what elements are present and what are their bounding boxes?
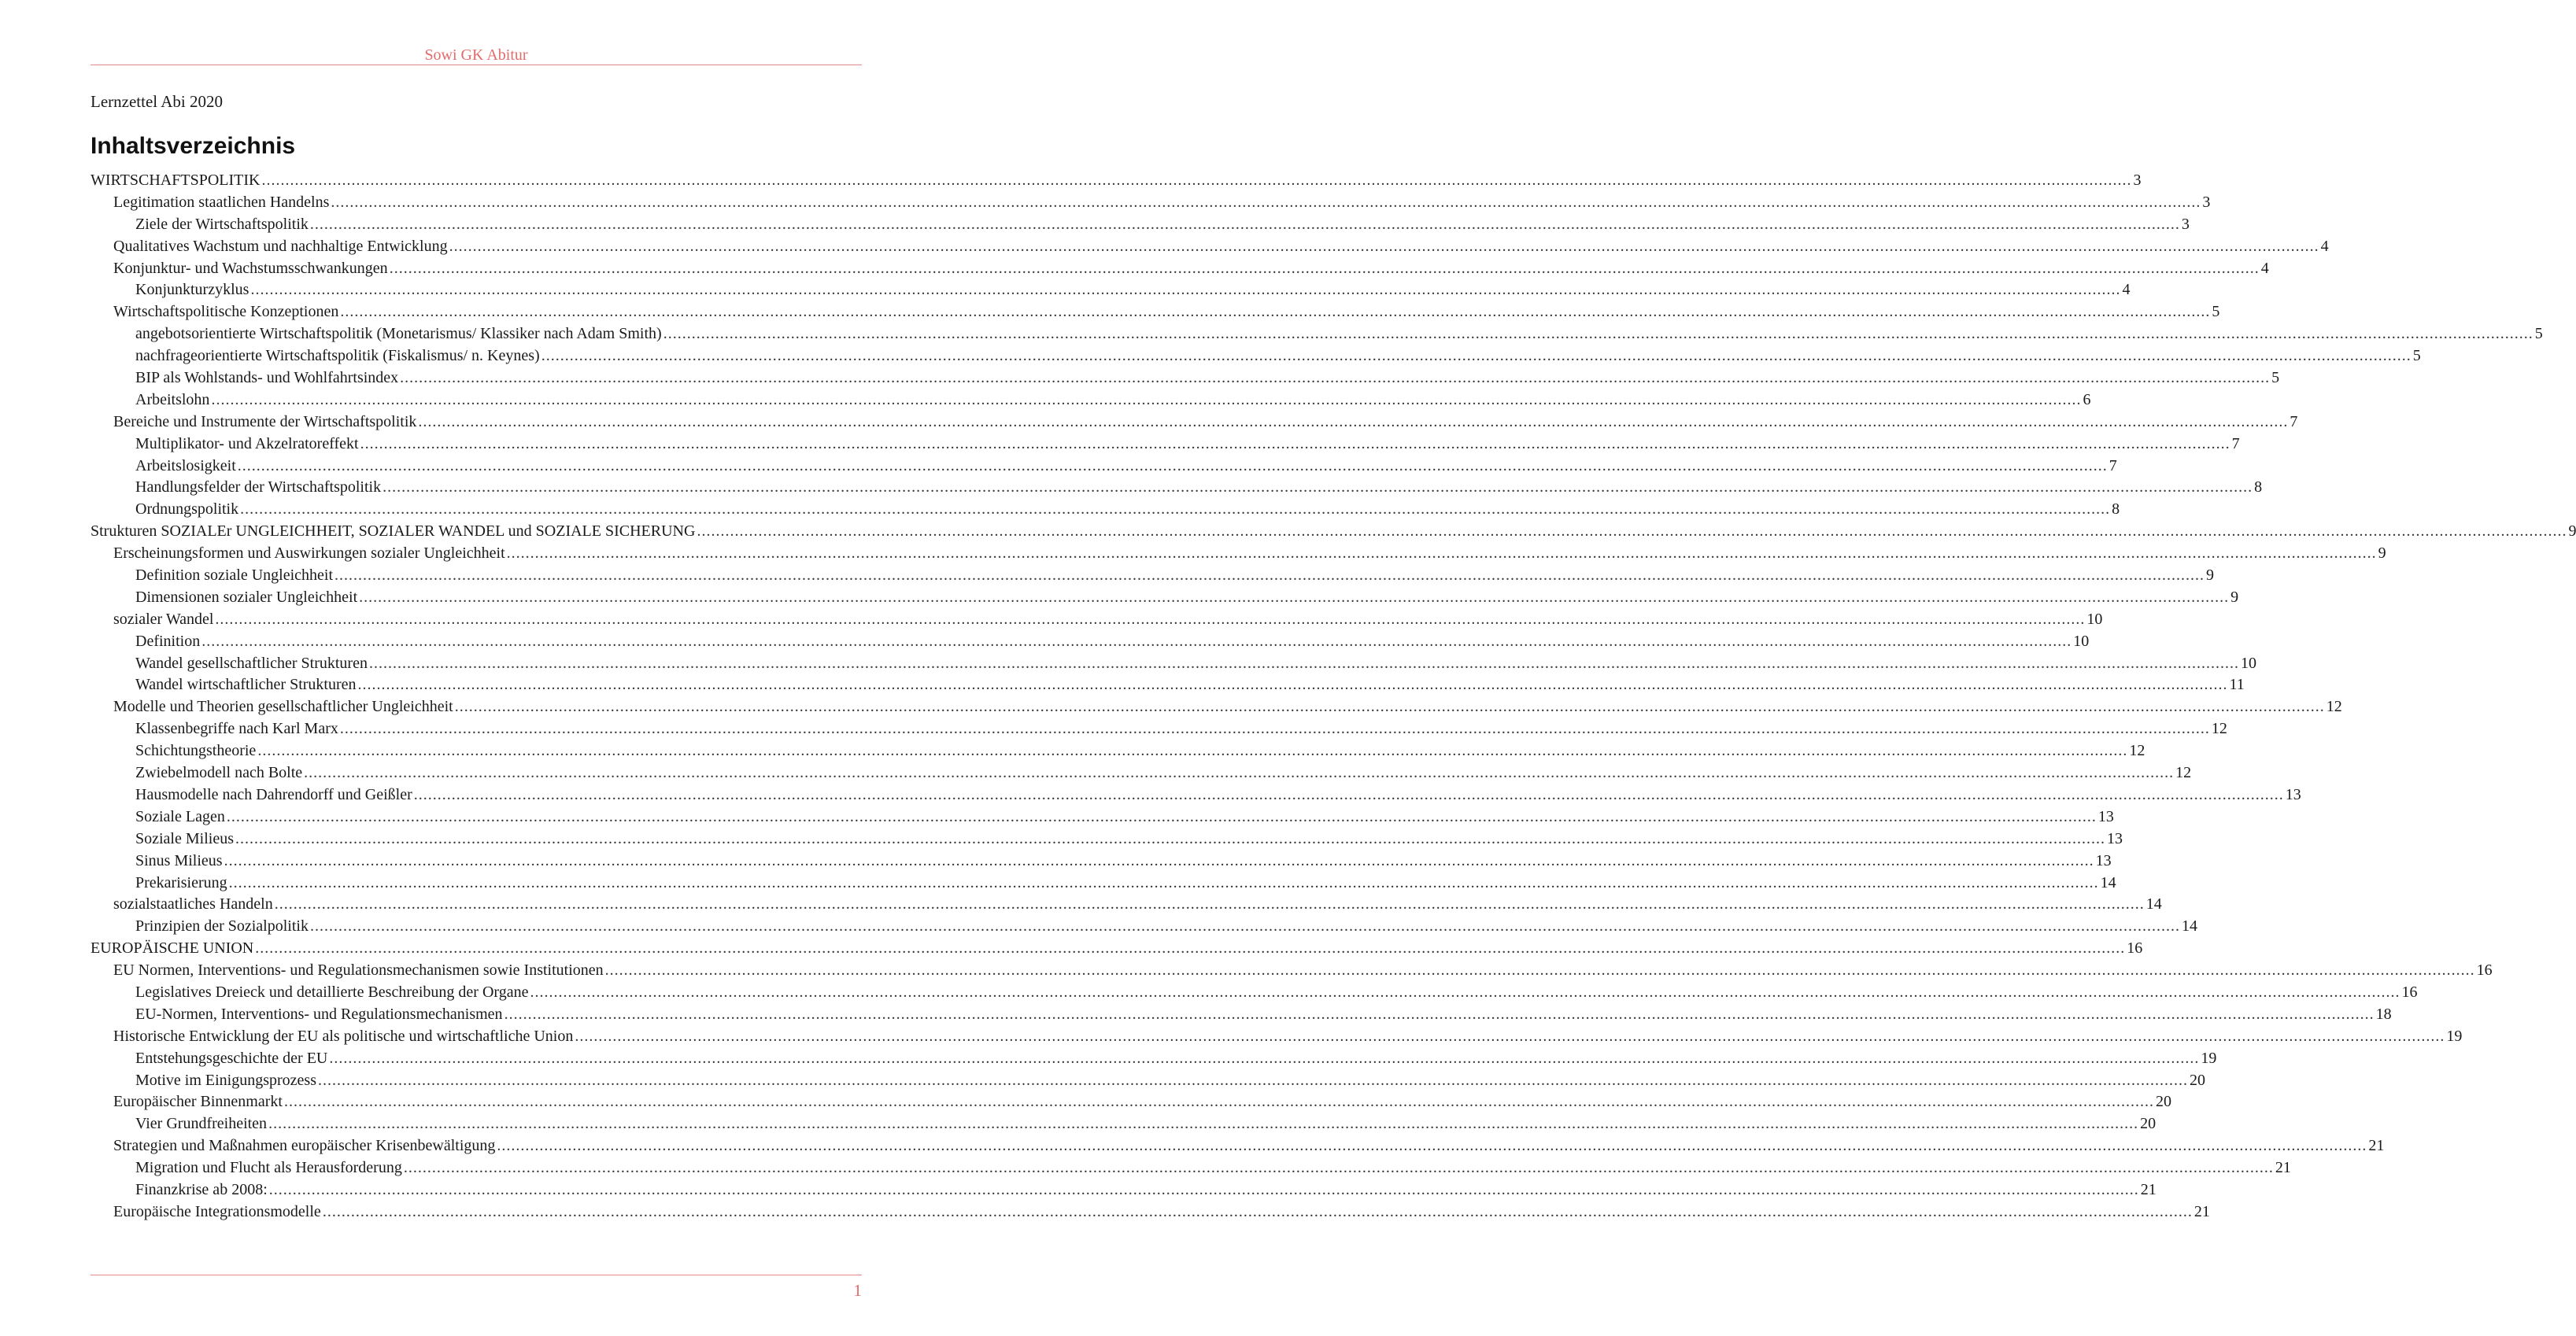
toc-entry-page: 13	[2097, 807, 2114, 825]
toc-entry-page: 5	[2412, 347, 2421, 365]
toc-entry[interactable]	[91, 674, 2245, 696]
toc-entry-page: 3	[2202, 193, 2211, 211]
toc-entry[interactable]	[91, 587, 2239, 609]
toc-entry-title: Migration und Flucht als Herausforderung	[135, 1159, 402, 1177]
toc-dot-leader	[323, 1201, 2193, 1223]
toc-entry-title: Wandel wirtschaftlicher Strukturen	[135, 676, 357, 694]
toc-entry-page: 14	[2100, 873, 2116, 891]
toc-dot-leader	[238, 456, 2108, 478]
toc-entry-page: 7	[2231, 434, 2240, 452]
toc-entry-title: EU-Normen, Interventions- und Regulationsmechanismen	[135, 1005, 503, 1023]
toc-entry-page: 12	[2326, 698, 2342, 716]
toc-dot-leader	[261, 170, 2131, 192]
toc-entry-page: 19	[2201, 1049, 2217, 1067]
page-header	[91, 46, 862, 65]
toc-entry[interactable]	[91, 740, 2145, 762]
toc-entry[interactable]	[91, 1179, 2157, 1201]
toc-entry-page: 11	[2229, 676, 2245, 694]
toc-dot-leader	[240, 499, 2110, 521]
toc-entry-title: Ordnungspolitik	[135, 500, 239, 519]
toc-dot-leader	[507, 543, 2377, 565]
toc-entry[interactable]	[91, 301, 2220, 323]
toc-dot-leader	[383, 477, 2253, 499]
toc-entry[interactable]	[91, 1048, 2217, 1070]
toc-entry-page: 4	[2320, 237, 2329, 255]
toc-entry[interactable]	[91, 851, 2112, 873]
toc-entry-page: 19	[2446, 1027, 2463, 1045]
toc-entry-title: Wandel gesellschaftlicher Strukturen	[135, 654, 368, 672]
toc-entry[interactable]	[91, 806, 2114, 829]
toc-entry[interactable]	[91, 631, 2090, 653]
toc-dot-leader	[211, 389, 2081, 412]
toc-entry-page: 21	[2368, 1137, 2385, 1155]
toc-entry-page: 4	[2260, 259, 2269, 277]
toc-entry-title: Strukturen SOZIALEr UNGLEICHHEIT, SOZIALER WANDEL und SOZIALE SICHERUNG	[91, 522, 696, 541]
toc-entry-page: 5	[2212, 303, 2220, 321]
toc-entry[interactable]	[91, 345, 2421, 367]
toc-dot-leader	[418, 412, 2288, 434]
toc-entry-title: Soziale Lagen	[135, 807, 225, 825]
toc-entry-page: 10	[2073, 632, 2090, 650]
toc-entry[interactable]	[91, 1201, 2210, 1223]
document-subtitle: Lernzettel Abi 2020	[91, 92, 223, 111]
toc-entry[interactable]	[91, 279, 2131, 301]
toc-entry[interactable]	[91, 1091, 2171, 1113]
toc-entry[interactable]	[91, 170, 2142, 192]
toc-entry-page: 9	[2568, 522, 2576, 541]
toc-entry[interactable]	[91, 192, 2211, 214]
toc-entry-title: Modelle und Theorien gesellschaftlicher Ungleichheit	[113, 698, 453, 716]
toc-entry[interactable]	[91, 982, 2418, 1004]
toc-entry-page: 13	[2285, 785, 2301, 803]
toc-dot-leader	[697, 521, 2567, 543]
toc-entry[interactable]	[91, 609, 2103, 631]
toc-entry-title: Historische Entwicklung der EU als politische und wirtschaftliche Union	[113, 1027, 574, 1045]
toc-entry-title: Konjunkturzyklus	[135, 281, 249, 299]
toc-dot-leader	[605, 960, 2475, 982]
toc-entry-page: 20	[2140, 1115, 2157, 1133]
toc-dot-leader	[390, 258, 2260, 280]
toc-entry-title: Europäischer Binnenmarkt	[113, 1093, 283, 1111]
toc-entry[interactable]	[91, 938, 2143, 960]
toc-entry-page: 14	[2181, 917, 2197, 936]
toc-entry[interactable]	[91, 258, 2269, 280]
toc-dot-leader	[504, 1004, 2375, 1026]
toc-entry-page: 20	[2155, 1093, 2171, 1111]
toc-entry-title: angebotsorientierte Wirtschaftspolitik (Monetarismus/ Klassiker nach Adam Smith)	[135, 325, 662, 343]
toc-entry-title: sozialstaatliches Handeln	[113, 895, 273, 913]
toc-entry[interactable]	[91, 894, 2162, 916]
toc-entry-page: 16	[2476, 961, 2493, 980]
toc-dot-leader	[360, 434, 2230, 456]
toc-entry-page: 10	[2240, 654, 2256, 672]
toc-dot-leader	[227, 806, 2097, 829]
toc-dot-leader	[541, 345, 2412, 367]
toc-entry-page: 9	[2206, 567, 2215, 585]
toc-entry-title: sozialer Wandel	[113, 610, 214, 628]
toc-dot-leader	[359, 587, 2229, 609]
toc-entry[interactable]	[91, 367, 2280, 389]
toc-entry[interactable]	[91, 1157, 2291, 1179]
toc-entry-title: Europäische Integrationsmodelle	[113, 1202, 321, 1220]
toc-dot-leader	[304, 762, 2174, 784]
toc-entry-title: Arbeitslohn	[135, 390, 210, 408]
toc-entry-title: Motive im Einigungsprozess	[135, 1071, 316, 1089]
toc-entry[interactable]	[91, 236, 2329, 258]
toc-dot-leader	[449, 236, 2319, 258]
toc-entry-page: 7	[2290, 412, 2298, 430]
toc-entry-title: Bereiche und Instrumente der Wirtschaftspolitik	[113, 412, 417, 430]
toc-entry[interactable]	[91, 829, 2123, 851]
toc-entry-title: WIRTSCHAFTSPOLITIK	[91, 172, 261, 189]
toc-entry[interactable]	[91, 477, 2263, 499]
toc-entry-title: EUROPÄISCHE UNION	[91, 939, 254, 958]
toc-entry-page: 8	[2254, 478, 2263, 496]
toc-entry-page: 21	[2193, 1202, 2210, 1220]
toc-entry-title: Entstehungsgeschichte der EU	[135, 1049, 328, 1067]
toc-dot-leader	[358, 674, 2228, 696]
toc-entry-title: Soziale Milieus	[135, 829, 234, 847]
header-title: Sowi GK Abitur	[424, 46, 528, 64]
toc-entry-page: 3	[2181, 215, 2190, 233]
toc-entry[interactable]	[91, 1004, 2392, 1026]
toc-entry-page: 18	[2375, 1005, 2392, 1023]
toc-entry-title: Dimensionen sozialer Ungleichheit	[135, 588, 358, 606]
toc-dot-leader	[663, 323, 2533, 345]
toc-dot-leader	[575, 1026, 2445, 1048]
toc-entry[interactable]	[91, 565, 2215, 587]
toc-entry-title: EU Normen, Interventions- und Regulationsmechanismen sowie Institutionen	[113, 961, 604, 980]
toc-entry[interactable]	[91, 784, 2301, 806]
toc-entry-page: 7	[2108, 456, 2117, 474]
toc-dot-leader	[400, 367, 2270, 389]
toc-entry[interactable]	[91, 696, 2342, 718]
toc-dot-leader	[340, 301, 2210, 323]
toc-entry[interactable]	[91, 499, 2120, 521]
toc-entry-page: 14	[2145, 895, 2162, 913]
toc-entry[interactable]	[91, 1026, 2463, 1048]
table-of-contents	[91, 170, 2576, 1223]
toc-entry-page: 13	[2095, 851, 2112, 869]
toc-dot-leader	[235, 829, 2105, 851]
toc-entry-title: Multiplikator- und Akzelratoreffekt	[135, 434, 359, 452]
toc-entry[interactable]	[91, 323, 2543, 345]
toc-entry-title: Strategien und Maßnahmen europäischer Krisenbewältigung	[113, 1137, 496, 1155]
toc-dot-leader	[257, 740, 2127, 762]
toc-entry-page: 12	[2129, 742, 2145, 760]
toc-dot-leader	[331, 192, 2201, 214]
toc-entry-title: Konjunktur- und Wachstumsschwankungen	[113, 259, 388, 277]
toc-entry-title: Legitimation staatlichen Handelns	[113, 193, 330, 211]
toc-dot-leader	[414, 784, 2284, 806]
toc-entry-page: 8	[2112, 500, 2120, 519]
toc-entry-title: nachfrageorientierte Wirtschaftspolitik (Fiskalismus/ n. Keynes)	[135, 347, 540, 365]
toc-entry-title: Prinzipien der Sozialpolitik	[135, 917, 309, 936]
toc-entry-page: 9	[2230, 588, 2239, 606]
toc-entry-title: Handlungsfelder der Wirtschaftspolitik	[135, 478, 382, 496]
toc-entry-page: 12	[2175, 764, 2192, 782]
toc-entry-title: Qualitatives Wachstum und nachhaltige Entwicklung	[113, 237, 448, 255]
toc-dot-leader	[224, 851, 2094, 873]
toc-entry[interactable]	[91, 1070, 2205, 1092]
toc-entry[interactable]	[91, 762, 2192, 784]
toc-entry-page: 3	[2133, 172, 2142, 189]
toc-entry-page: 21	[2140, 1180, 2157, 1198]
toc-entry[interactable]	[91, 718, 2227, 740]
toc-entry-page: 9	[2378, 544, 2386, 563]
toc-dot-leader	[255, 938, 2125, 960]
toc-entry[interactable]	[91, 1135, 2385, 1157]
toc-entry-title: Vier Grundfreiheiten	[135, 1115, 268, 1133]
toc-entry[interactable]	[91, 543, 2386, 565]
toc-entry-page: 6	[2083, 390, 2091, 408]
toc-entry-title: BIP als Wohlstands- und Wohlfahrtsindex	[135, 369, 399, 387]
toc-entry-page: 21	[2275, 1159, 2291, 1177]
toc-entry[interactable]	[91, 1113, 2157, 1135]
toc-entry[interactable]	[91, 873, 2116, 895]
toc-entry-title: Hausmodelle nach Dahrendorff und Geißler	[135, 785, 412, 803]
toc-entry[interactable]	[91, 960, 2493, 982]
toc-dot-leader	[497, 1135, 2367, 1157]
toc-entry-title: Definition	[135, 632, 201, 650]
toc-entry-title: Ziele der Wirtschaftspolitik	[135, 215, 309, 233]
toc-entry[interactable]	[91, 434, 2240, 456]
toc-dot-leader	[369, 653, 2239, 675]
toc-entry-title: Legislatives Dreieck und detaillierte Beschreibung der Organe	[135, 983, 529, 1001]
toc-dot-leader	[404, 1157, 2274, 1179]
toc-entry[interactable]	[91, 916, 2197, 938]
toc-entry[interactable]	[91, 214, 2190, 236]
toc-entry-page: 16	[2127, 939, 2143, 958]
toc-entry-page: 5	[2271, 369, 2280, 387]
toc-entry-title: Finanzkrise ab 2008:	[135, 1180, 268, 1198]
toc-entry[interactable]	[91, 412, 2298, 434]
toc-entry-page: 12	[2211, 720, 2227, 738]
toc-entry-title: Zwiebelmodell nach Bolte	[135, 764, 303, 782]
toc-dot-leader	[318, 1070, 2188, 1092]
toc-entry[interactable]	[91, 389, 2091, 412]
toc-dot-leader	[201, 631, 2072, 653]
toc-entry-title: Erscheinungsformen und Auswirkungen sozialer Ungleichheit	[113, 544, 505, 563]
toc-dot-leader	[340, 718, 2210, 740]
toc-entry-title: Schichtungstheorie	[135, 742, 257, 760]
toc-entry-title: Definition soziale Ungleichheit	[135, 567, 334, 585]
toc-dot-leader	[269, 1179, 2139, 1201]
toc-entry[interactable]	[91, 521, 2576, 543]
toc-entry-page: 4	[2122, 281, 2131, 299]
toc-heading: Inhaltsverzeichnis	[91, 133, 296, 159]
page-number: 1	[853, 1281, 862, 1300]
toc-entry-page: 13	[2106, 829, 2123, 847]
toc-entry-page: 10	[2086, 610, 2103, 628]
toc-entry-page: 16	[2401, 983, 2418, 1001]
toc-dot-leader	[268, 1113, 2138, 1135]
toc-dot-leader	[229, 873, 2099, 895]
toc-dot-leader	[250, 279, 2120, 301]
toc-entry[interactable]	[91, 653, 2256, 675]
toc-dot-leader	[334, 565, 2205, 587]
toc-entry-title: Wirtschaftspolitische Konzeptionen	[113, 303, 339, 321]
toc-dot-leader	[329, 1048, 2199, 1070]
toc-dot-leader	[530, 982, 2400, 1004]
toc-entry-page: 5	[2534, 325, 2543, 343]
toc-entry-title: Arbeitslosigkeit	[135, 456, 236, 474]
toc-entry-title: Sinus Milieus	[135, 851, 223, 869]
toc-dot-leader	[455, 696, 2325, 718]
toc-entry[interactable]	[91, 456, 2117, 478]
toc-entry-title: Klassenbegriffe nach Karl Marx	[135, 720, 338, 738]
toc-entry-title: Prekarisierung	[135, 873, 227, 891]
toc-dot-leader	[310, 214, 2180, 236]
toc-dot-leader	[310, 916, 2180, 938]
toc-dot-leader	[284, 1091, 2154, 1113]
toc-dot-leader	[275, 894, 2145, 916]
toc-entry-page: 20	[2189, 1071, 2205, 1089]
toc-dot-leader	[215, 609, 2085, 631]
